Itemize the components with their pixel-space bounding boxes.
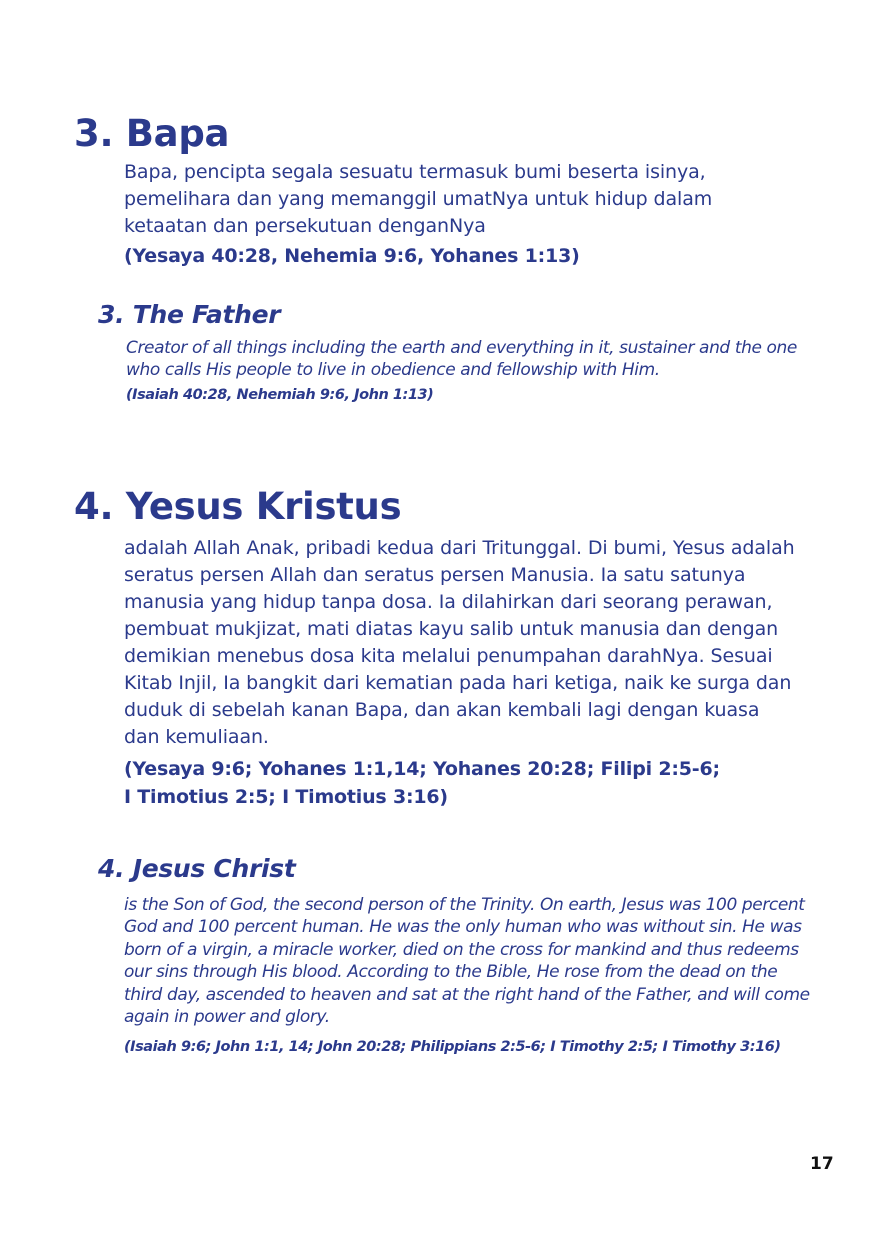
section-4-en-reference: (Isaiah 9:6; John 1:1, 14; John 20:28; Philippians 2:5-6; I Timothy 2:5; I Timothy 3:16)	[124, 1039, 781, 1055]
section-4-reference: (Yesaya 9:6; Yohanes 1:1,14; Yohanes 20:28; Filipi 2:5-6; I Timotius 2:5; I Timotius 3:16)	[124, 758, 720, 808]
section-3-en-body: Creator of all things including the earth and everything in it, sustainer and the one who calls His people to live in obedience and fellowship with Him.	[126, 338, 797, 381]
section-4-title: 4. Yesus Kristus	[74, 485, 402, 528]
section-4-en-title: 4. Jesus Christ	[98, 854, 296, 883]
section-3-body: Bapa, pencipta segala sesuatu termasuk bumi beserta isinya, pemelihara dan yang memanggil umatNya untuk hidup dalam ketaatan dan persekutuan denganNya	[124, 161, 713, 237]
page-number: 17	[810, 1154, 834, 1174]
section-3-en-reference: (Isaiah 40:28, Nehemiah 9:6, John 1:13)	[126, 387, 434, 403]
section-3-en-title: 3. The Father	[98, 300, 281, 329]
section-3-title: 3. Bapa	[74, 112, 230, 155]
section-4-en-body: is the Son of God, the second person of the Trinity. On earth, Jesus was 100 percent God and 100 percent human. He was the only human who was without sin. He was born of a virgin, a miracle worker, died on the cross for mankind and thus redeems our sins through His blood. According to the Bible, He rose from the dead on the third day, ascended to heaven and sat at the right hand of the Father, and will come again in power and glory.	[124, 895, 810, 1028]
section-4-body: adalah Allah Anak, pribadi kedua dari Tritunggal. Di bumi, Yesus adalah seratus persen Allah dan seratus persen Manusia. Ia satu satunya manusia yang hidup tanpa dosa. Ia dilahirkan dari seorang perawan, pembuat mukjizat, mati diatas kayu salib untuk manusia dan dengan demikian menebus dosa kita melalui penumpahan darahNya. Sesuai Kitab Injil, Ia bangkit dari kematian pada hari ketiga, naik ke surga dan duduk di sebelah kanan Bapa, dan akan kembali lagi dengan kuasa dan kemuliaan.	[124, 537, 795, 748]
section-3-reference: (Yesaya 40:28, Nehemia 9:6, Yohanes 1:13)	[124, 245, 580, 267]
